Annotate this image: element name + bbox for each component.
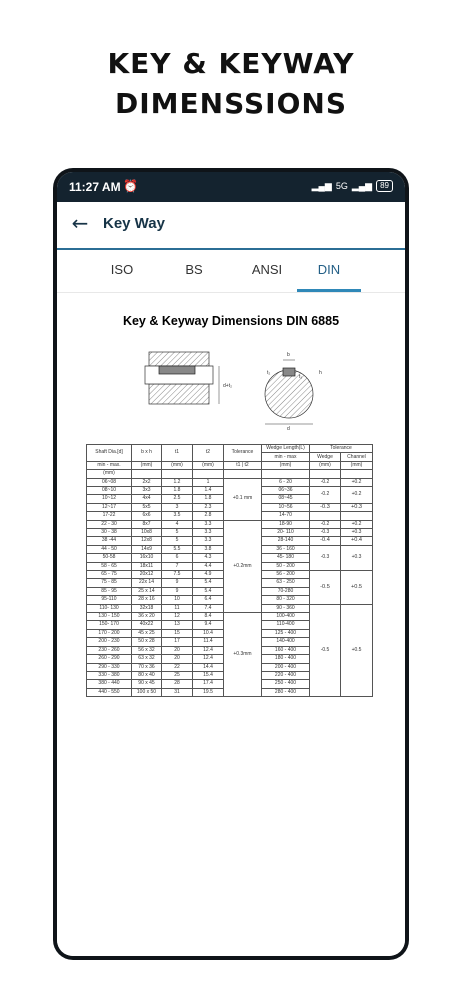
status-time: 11:27 AM <box>69 180 121 194</box>
label-d: d <box>287 426 290 432</box>
document-title: Key & Keyway Dimensions DIN 6885 <box>122 314 340 328</box>
table-cell: +0.2 <box>341 478 373 486</box>
table-header-cell <box>310 470 341 478</box>
table-cell: 4.3 <box>193 554 224 562</box>
table-cell: 28-140 <box>262 537 310 545</box>
table-cell: 100-400 <box>262 613 310 621</box>
alarm-clock-icon: ⏰ <box>123 179 138 193</box>
table-cell <box>341 512 373 520</box>
table-cell: 20 <box>162 655 193 663</box>
table-cell: 4.9 <box>193 571 224 579</box>
table-cell: 25 x 14 <box>132 587 162 595</box>
table-cell: 20 <box>162 646 193 654</box>
table-cell: 6 <box>162 554 193 562</box>
table-cell: 7.5 <box>162 571 193 579</box>
table-cell: 440 - 550 <box>87 688 132 696</box>
table-cell: 330 - 380 <box>87 671 132 679</box>
table-cell: 28 <box>162 680 193 688</box>
table-cell: 38 -44 <box>87 537 132 545</box>
table-cell: 4x4 <box>132 495 162 503</box>
table-cell: 110-400 <box>262 621 310 629</box>
table-cell <box>310 512 341 520</box>
tab-iso[interactable]: ISO <box>110 262 134 277</box>
table-cell: 11.4 <box>193 638 224 646</box>
hero-title-line-1: KEY & KEYWAY <box>107 47 355 80</box>
table-cell: 19.5 <box>193 688 224 696</box>
tolerance-group-1: +0.1 mm <box>224 478 262 520</box>
table-cell: 3 <box>162 503 193 511</box>
table-cell: 4 <box>162 520 193 528</box>
table-cell: 3x3 <box>132 486 162 494</box>
table-cell: 1 <box>193 478 224 486</box>
table-cell: 380 - 440 <box>87 680 132 688</box>
table-cell: 22 <box>162 663 193 671</box>
shaft-front-view <box>265 370 313 418</box>
tab-din[interactable]: DIN <box>297 250 361 292</box>
table-cell: 20- 110 <box>262 529 310 537</box>
header-tolerance-sub: t1 | t2 <box>224 461 262 469</box>
table-cell: 11 <box>162 604 193 612</box>
network-badge: 5G <box>335 181 348 191</box>
table-cell: 230 - 260 <box>87 646 132 654</box>
table-cell: 7 <box>162 562 193 570</box>
header-channel-unit: (mm) <box>341 461 373 469</box>
table-cell: 200 - 400 <box>262 663 310 671</box>
table-cell: 85 - 95 <box>87 587 132 595</box>
table-cell: 90 x 45 <box>132 680 162 688</box>
table-cell: 90 - 360 <box>262 604 310 612</box>
table-cell: -0.2 <box>310 520 341 528</box>
table-cell: 290 - 330 <box>87 663 132 671</box>
table-cell: 65 - 75 <box>87 571 132 579</box>
hub-section-bottom <box>149 384 209 404</box>
table-cell: 14.4 <box>193 663 224 671</box>
table-cell: +0.3 <box>341 545 373 570</box>
table-cell: 08~45 <box>262 495 310 503</box>
table-cell: 9 <box>162 579 193 587</box>
table-cell: 95-110 <box>87 596 132 604</box>
table-cell: 5 <box>162 537 193 545</box>
tab-bar <box>57 250 405 293</box>
label-b: b <box>287 352 290 358</box>
table-cell: 3.3 <box>193 520 224 528</box>
table-cell: 63 x 32 <box>132 655 162 663</box>
table-cell: 28 x 16 <box>132 596 162 604</box>
table-header-cell <box>224 470 262 478</box>
table-cell: 160 - 400 <box>262 646 310 654</box>
tolerance-group-2: +0.2mm <box>224 520 262 612</box>
table-cell: 17-22 <box>87 512 132 520</box>
table-header-cell <box>262 470 310 478</box>
header-wedge-length: Wedge Length(L) <box>262 445 310 453</box>
table-cell: 58 - 65 <box>87 562 132 570</box>
table-cell: 80 x 40 <box>132 671 162 679</box>
table-cell: 44 - 50 <box>87 545 132 553</box>
table-cell: 10x8 <box>132 529 162 537</box>
dimension-table <box>86 444 373 697</box>
status-bar <box>57 172 405 202</box>
table-cell: +0.5 <box>341 604 373 696</box>
table-cell: -0.2 <box>310 478 341 486</box>
arrow-left-icon[interactable]: ← <box>71 211 89 235</box>
din-content <box>57 294 405 956</box>
label-t2: t₂ <box>267 370 271 376</box>
table-cell: 170 - 200 <box>87 629 132 637</box>
header-bxh-unit: (mm) <box>132 461 162 469</box>
table-cell: 15 <box>162 629 193 637</box>
table-cell: 15.4 <box>193 671 224 679</box>
table-cell: +0.4 <box>341 537 373 545</box>
table-cell: 10 <box>162 596 193 604</box>
table-cell: 22 - 30 <box>87 520 132 528</box>
table-cell: +0.3 <box>341 529 373 537</box>
header-wedge: Wedge <box>310 453 341 461</box>
table-cell: 1.2 <box>162 478 193 486</box>
hero-title <box>0 44 462 124</box>
table-cell: 32x18 <box>132 604 162 612</box>
table-cell: 56 x 32 <box>132 646 162 654</box>
table-cell: 8x7 <box>132 520 162 528</box>
tolerance-group-3: +0.3mm <box>224 613 262 697</box>
table-header-cell <box>341 470 373 478</box>
header-shaft-sub: min - max. <box>87 461 132 469</box>
table-cell: 3.8 <box>193 545 224 553</box>
table-cell: -0.4 <box>310 537 341 545</box>
table-cell: 1.4 <box>193 486 224 494</box>
label-h: h <box>319 370 322 376</box>
table-cell: 16x10 <box>132 554 162 562</box>
table-cell: 9.4 <box>193 621 224 629</box>
table-row <box>87 478 373 486</box>
table-cell: 130 - 150 <box>87 613 132 621</box>
table-cell: -0.3 <box>310 503 341 511</box>
table-cell: 5x5 <box>132 503 162 511</box>
table-cell: -0.3 <box>310 529 341 537</box>
table-header-cell <box>162 470 193 478</box>
header-shaft-unit: (mm) <box>87 470 132 478</box>
table-cell: 25 <box>162 671 193 679</box>
table-cell: 125 - 400 <box>262 629 310 637</box>
table-cell: 36 x 20 <box>132 613 162 621</box>
key-front-view <box>283 368 295 376</box>
header-t2: t2 <box>193 445 224 462</box>
table-header-cell <box>193 470 224 478</box>
table-cell: 2.8 <box>193 512 224 520</box>
table-cell: 10~56 <box>262 503 310 511</box>
table-header-cell <box>132 470 162 478</box>
app-bar <box>57 202 405 250</box>
table-cell: 12.4 <box>193 646 224 654</box>
table-cell: 14x9 <box>132 545 162 553</box>
table-cell: 220 - 400 <box>262 671 310 679</box>
table-cell: 20x12 <box>132 571 162 579</box>
table-cell: 70-280 <box>262 587 310 595</box>
table-cell: 150- 170 <box>87 621 132 629</box>
table-cell: 260 - 290 <box>87 655 132 663</box>
table-cell: 12~17 <box>87 503 132 511</box>
table-cell: +0.2 <box>341 520 373 528</box>
page-title: Key Way <box>103 215 165 232</box>
table-cell: 10.4 <box>193 629 224 637</box>
table-cell: -0.3 <box>310 545 341 570</box>
table-cell: 200 - 230 <box>87 638 132 646</box>
table-cell: 5.4 <box>193 587 224 595</box>
table-cell: 50 - 200 <box>262 562 310 570</box>
table-cell: -0.2 <box>310 486 341 503</box>
keyway-diagram <box>139 342 339 432</box>
header-shaft: Shaft Dia.[d] <box>87 445 132 462</box>
table-cell: 8.4 <box>193 613 224 621</box>
table-cell: 13 <box>162 621 193 629</box>
table-cell: 56 - 200 <box>262 571 310 579</box>
table-cell: 110- 130 <box>87 604 132 612</box>
table-cell: 1.8 <box>162 486 193 494</box>
table-cell: 6x6 <box>132 512 162 520</box>
table-cell: 4.4 <box>193 562 224 570</box>
table-cell: 5 <box>162 529 193 537</box>
table-cell: 10~12 <box>87 495 132 503</box>
table-cell: 9 <box>162 587 193 595</box>
table-cell: 18-90 <box>262 520 310 528</box>
table-cell: +0.2 <box>341 486 373 503</box>
table-cell: 17.4 <box>193 680 224 688</box>
table-cell: 17 <box>162 638 193 646</box>
header-channel: Channel <box>341 453 373 461</box>
table-cell: 2.5 <box>162 495 193 503</box>
table-cell: 180 - 400 <box>262 655 310 663</box>
table-cell: 08~10 <box>87 486 132 494</box>
header-bxh: b x h <box>132 445 162 462</box>
table-cell: 12 <box>162 613 193 621</box>
table-cell: +0.3 <box>341 503 373 511</box>
tab-bs[interactable]: BS <box>185 262 203 277</box>
hero-title-line-2: DIMENSSIONS <box>115 87 347 120</box>
table-cell: 140-400 <box>262 638 310 646</box>
header-t2-unit: (mm) <box>193 461 224 469</box>
header-tolerance-2: Tolerance <box>310 445 373 453</box>
tab-ansi[interactable]: ANSI <box>251 262 283 277</box>
header-wedge-length-unit: (mm) <box>262 461 310 469</box>
phone-frame <box>53 168 409 960</box>
signal-icon: ▂▄▆ <box>311 180 332 191</box>
signal-icon-2: ▂▄▆ <box>351 180 373 191</box>
table-cell: 12x8 <box>132 537 162 545</box>
table-cell: -0.5 <box>310 571 341 605</box>
table-cell: 06~36 <box>262 486 310 494</box>
table-cell: 12.4 <box>193 655 224 663</box>
table-cell: 3.3 <box>193 537 224 545</box>
table-cell: 5.5 <box>162 545 193 553</box>
table-cell: 18x11 <box>132 562 162 570</box>
header-tolerance: Tolerance <box>224 445 262 462</box>
table-cell: +0.5 <box>341 571 373 605</box>
label-t1: t₁ <box>299 374 303 380</box>
table-cell: 6 - 20 <box>262 478 310 486</box>
table-row <box>87 520 373 528</box>
table-cell: 30 - 38 <box>87 529 132 537</box>
table-cell: 2x2 <box>132 478 162 486</box>
table-cell: 250 - 400 <box>262 680 310 688</box>
label-d-plus-t2: d+t₂ <box>223 383 233 389</box>
phone-screen <box>57 172 405 956</box>
table-cell: 70 x 36 <box>132 663 162 671</box>
table-cell: 14-70 <box>262 512 310 520</box>
table-cell: 22x 14 <box>132 579 162 587</box>
header-t1: t1 <box>162 445 193 462</box>
table-cell: 3.3 <box>193 529 224 537</box>
table-cell: 75 - 85 <box>87 579 132 587</box>
header-wedge-length-sub: min - max <box>262 453 310 461</box>
table-cell: 280 - 400 <box>262 688 310 696</box>
table-cell: 7.4 <box>193 604 224 612</box>
table-cell: 5.4 <box>193 579 224 587</box>
table-cell: 31 <box>162 688 193 696</box>
table-cell: -0.5 <box>310 604 341 696</box>
table-cell: 45 x 25 <box>132 629 162 637</box>
table-cell: 1.8 <box>193 495 224 503</box>
table-cell: 3.5 <box>162 512 193 520</box>
header-wedge-unit: (mm) <box>310 461 341 469</box>
table-cell: 80 - 320 <box>262 596 310 604</box>
hub-section-top <box>149 352 209 366</box>
header-t1-unit: (mm) <box>162 461 193 469</box>
table-cell: 50 x 28 <box>132 638 162 646</box>
table-cell: 06~08 <box>87 478 132 486</box>
table-cell: 36 - 160 <box>262 545 310 553</box>
battery-icon: 89 <box>376 180 393 192</box>
status-icons <box>312 180 393 192</box>
key-side-view <box>159 366 195 374</box>
table-cell: 2.3 <box>193 503 224 511</box>
table-cell: 63 - 250 <box>262 579 310 587</box>
table-cell: 100 x 50 <box>132 688 162 696</box>
table-cell: 50-58 <box>87 554 132 562</box>
table-cell: 45- 180 <box>262 554 310 562</box>
table-cell: 6.4 <box>193 596 224 604</box>
dimension-table-body <box>87 478 373 697</box>
table-cell: 40x22 <box>132 621 162 629</box>
